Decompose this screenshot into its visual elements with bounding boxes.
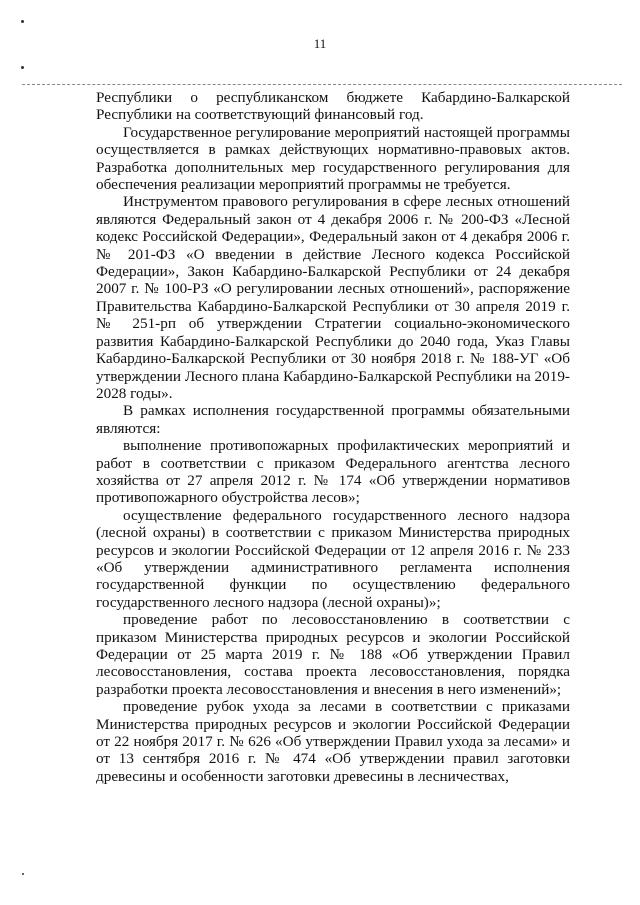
paragraph: В рамках исполнения государственной программы обязательными являются:	[96, 402, 570, 437]
paragraph: выполнение противопожарных профилактических мероприятий и работ в соответствии с приказом Федерального агентства лесного хозяйства от 27 апреля 2012 г. № 174 «Об утверждении нормативов противопожарного обустройства лесов»;	[96, 437, 570, 507]
page-number: 11	[313, 36, 327, 51]
paragraph: проведение работ по лесовосстановлению в соответствии с приказом Министерства природных ресурсов и экологии Российской Федерации от 25 марта 2019 г. № 188 «Об утверждении Правил лесовосстановления, состава проекта лесовосстановления, порядка разработки проекта лесовосстановления и внесения в него изменений»;	[96, 611, 570, 698]
scan-mark	[21, 66, 24, 69]
scan-mark	[21, 20, 24, 23]
paragraph: Государственное регулирование мероприятий настоящей программы осуществляется в рамках действующих нормативно-правовых актов. Разработка дополнительных мер государственного регулирования для обеспечения реализации мероприятий программы не требуется.	[96, 123, 570, 194]
document-body	[96, 89, 570, 785]
header-rule	[22, 84, 622, 85]
paragraph: Республики о республиканском бюджете Кабардино-Балкарской Республики на соответствующий финансовый год.	[96, 89, 570, 124]
paragraph: Инструментом правового регулирования в сфере лесных отношений являются Федеральный закон от 4 декабря 2006 г. № 200-ФЗ «Лесной кодекс Российской Федерации», Федеральный закон от 4 декабря 2006 г. № 201-ФЗ «О введении в действие Лесного кодекса Российской Федерации», Закон Кабардино-Балкарской Республики от 24 декабря 2007 г. № 100-РЗ «О регулировании лесных отношений», распоряжение Правительства Кабардино-Балкарской Республики от 30 апреля 2019 г. № 251-рп об утверждении Стратегии социально-экономического развития Кабардино-Балкарской Республики до 2040 года, Указ Главы Кабардино-Балкарской Республики от 30 ноября 2018 г. № 188-УГ «Об утверждении Лесного плана Кабардино-Балкарской Республики на 2019-2028 годы».	[96, 193, 570, 402]
scan-mark	[22, 873, 24, 875]
paragraph: проведение рубок ухода за лесами в соответствии с приказами Министерства природных ресурсов и экологии Российской Федерации от 22 ноября 2017 г. № 626 «Об утверждении Правил ухода за лесами» и от 13 сентября 2016 г. № 474 «Об утверждении правил заготовки древесины и особенности заготовки древесины в лесничествах,	[96, 698, 570, 785]
paragraph: осуществление федерального государственного лесного надзора (лесной охраны) в соответствии с приказом Министерства природных ресурсов и экологии Российской Федерации от 12 апреля 2016 г. № 233 «Об утверждении административного регламента исполнения государственной функции по осуществлению федерального государственного лесного надзора (лесной охраны)»;	[96, 506, 570, 611]
